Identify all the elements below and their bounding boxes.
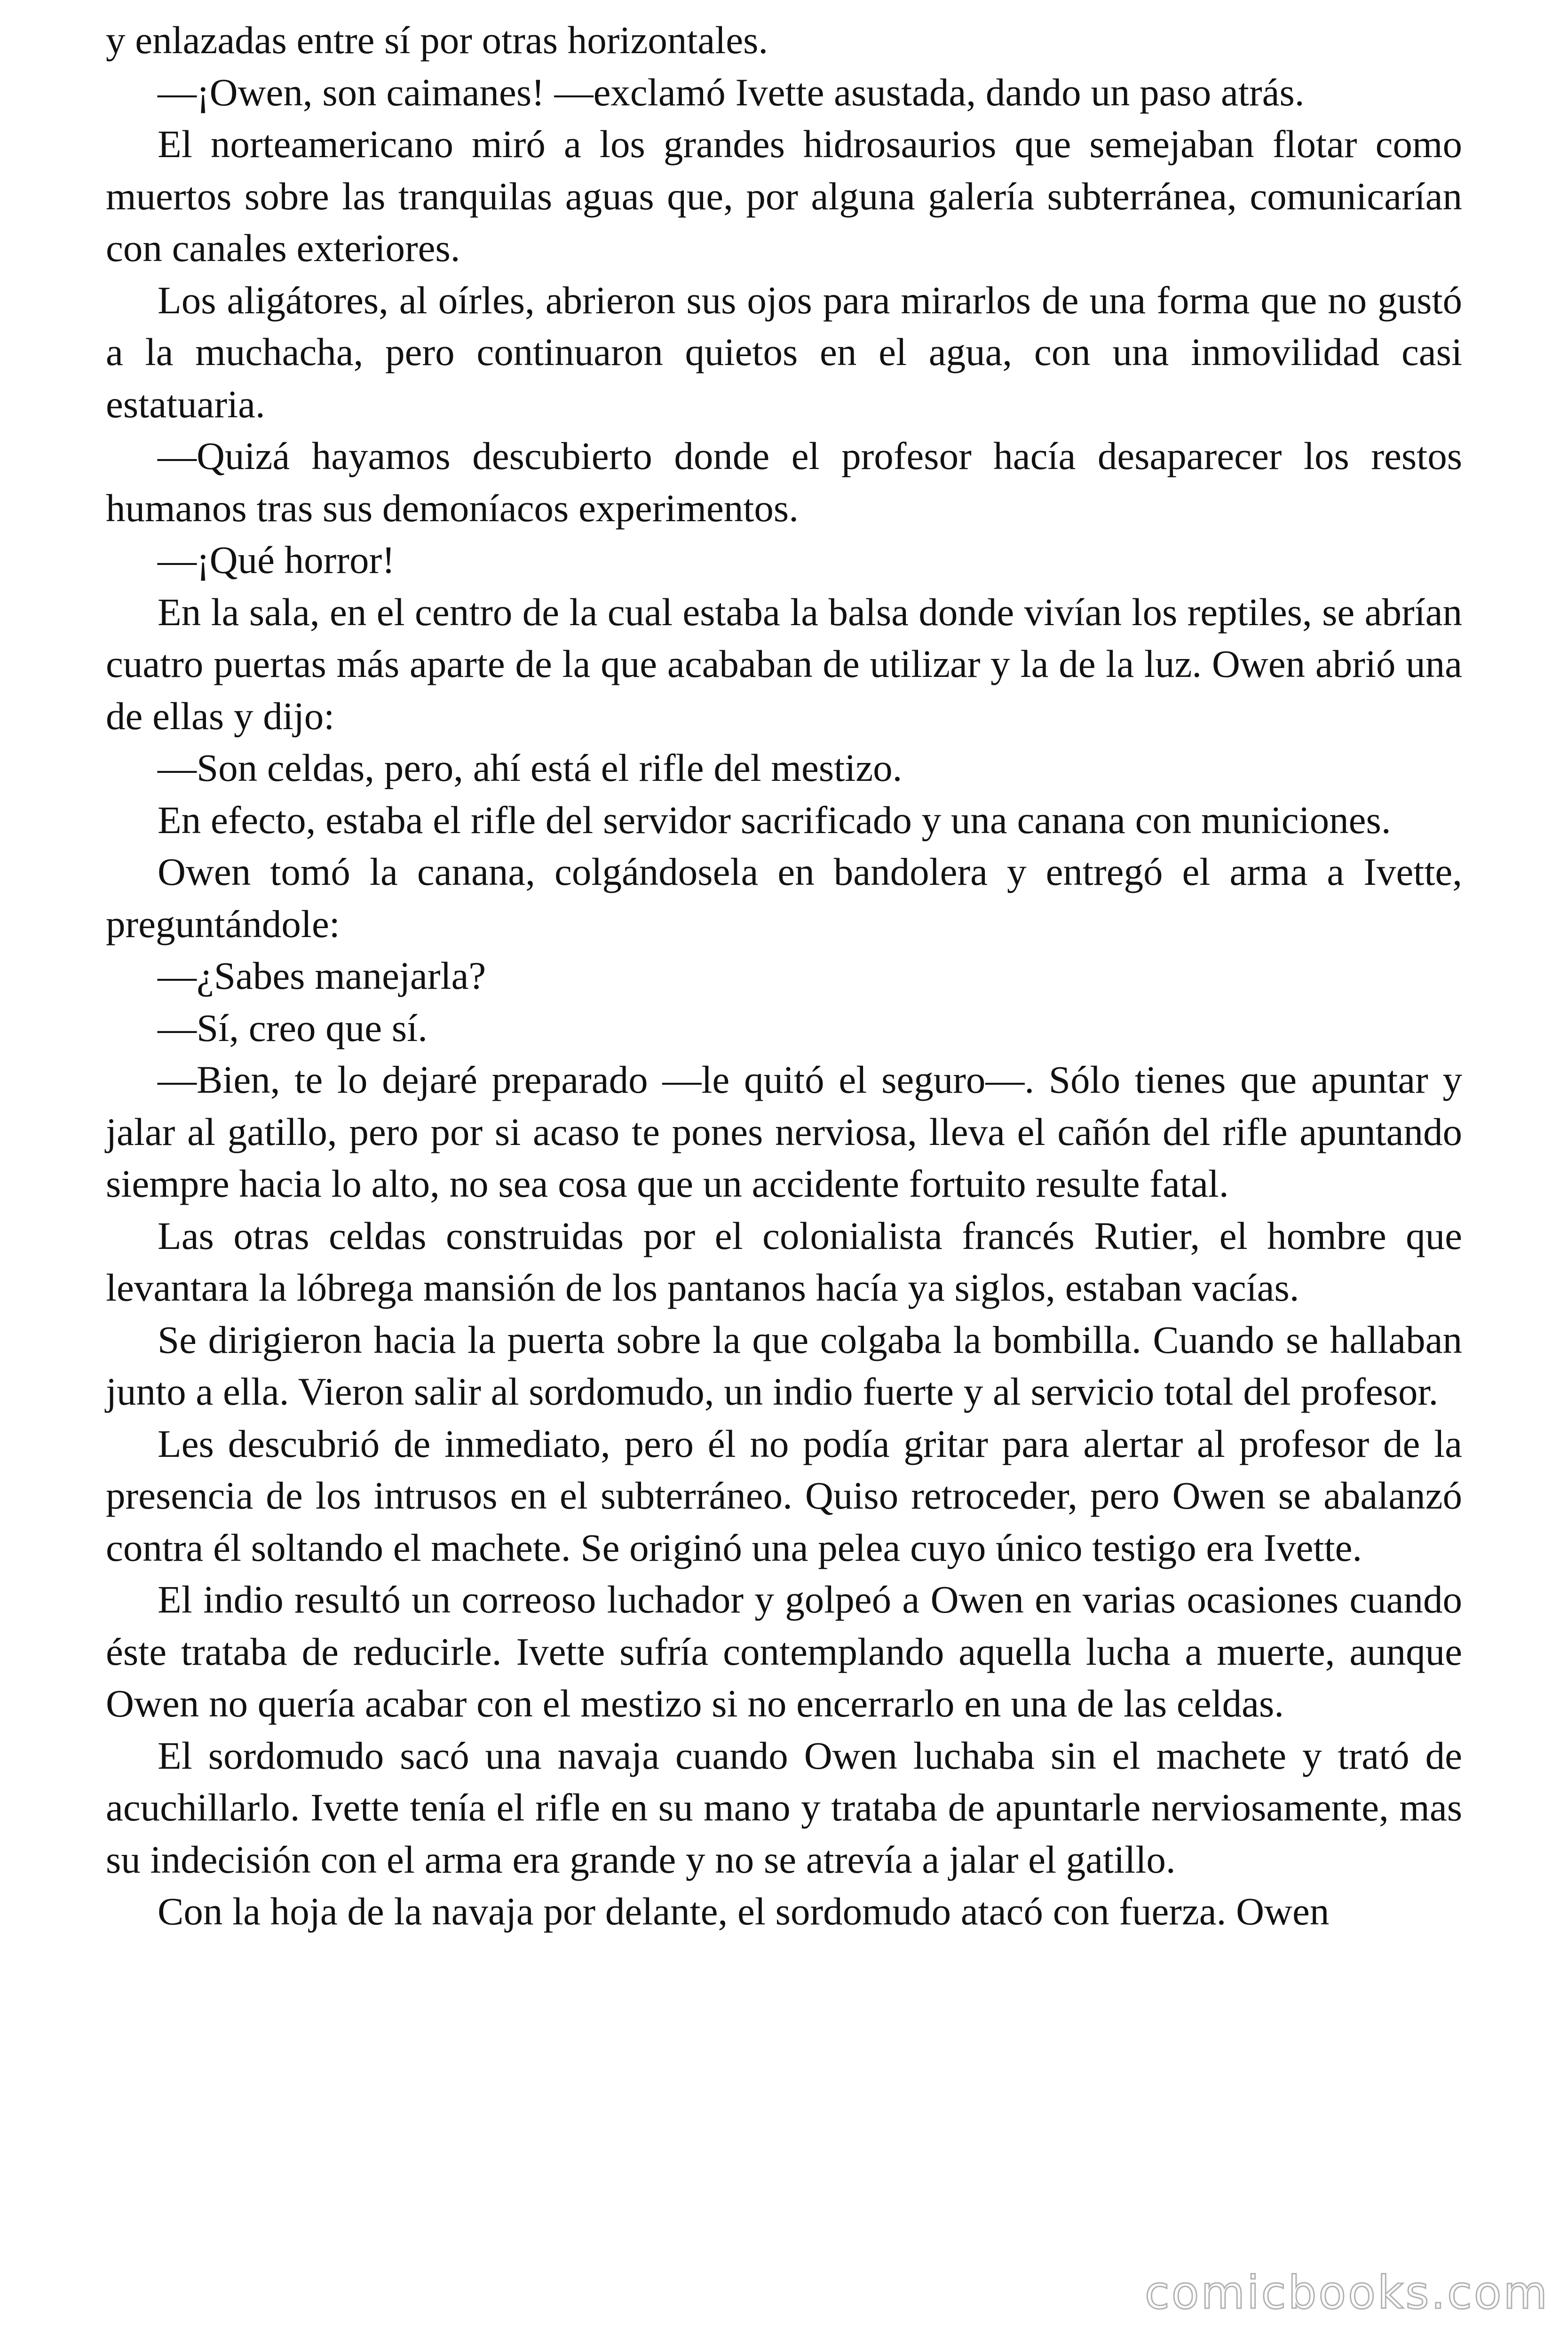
paragraph-11: —¿Sabes manejarla? <box>158 954 486 997</box>
paragraph-15: Se dirigieron hacia la puerta sobre la que colgaba la bombilla. Cuando se hallaban junto a ella. Vieron salir al sordomudo, un indio fuerte y al servicio total del profesor. <box>106 1318 1462 1413</box>
paragraph-16: Les descubrió de inmediato, pero él no podía gritar para alertar al profesor de la presencia de los intrusos en el subterráneo. Quiso retroceder, pero Owen se abalanzó contra él soltando el machete. Se originó una pelea cuyo único testigo era Ivette. <box>106 1422 1462 1569</box>
paragraph-14: Las otras celdas construidas por el colonialista francés Rutier, el hombre que levantara la lóbrega mansión de los pantanos hacía ya siglos, estaban vacías. <box>106 1214 1462 1309</box>
paragraph-2: —¡Owen, son caimanes! —exclamó Ivette asustada, dando un paso atrás. <box>158 70 1305 114</box>
paragraph-5: —Quizá hayamos descubierto donde el profesor hacía desaparecer los restos humanos tras sus demoníacos experimentos. <box>106 434 1462 530</box>
paragraph-8: —Son celdas, pero, ahí está el rifle del mestizo. <box>158 746 903 789</box>
paragraph-17: El indio resultó un correoso luchador y golpeó a Owen en varias ocasiones cuando éste trataba de reducirle. Ivette sufría contemplando aquella lucha a muerte, aunque Owen no quería acabar con el mestizo si no encerrarlo en una de las celdas. <box>106 1578 1462 1725</box>
paragraph-12: —Sí, creo que sí. <box>158 1006 428 1049</box>
paragraph-19: Con la hoja de la navaja por delante, el sordomudo atacó con fuerza. Owen <box>158 1890 1330 1933</box>
paragraph-1: y enlazadas entre sí por otras horizontales. <box>106 18 768 62</box>
paragraph-6: —¡Qué horror! <box>158 538 395 581</box>
paragraph-4: Los aligátores, al oírles, abrieron sus ojos para mirarlos de una forma que no gustó a la muchacha, pero continuaron quietos en el agua, con una inmovilidad casi estatuaria. <box>106 278 1462 426</box>
paragraph-18: El sordomudo sacó una navaja cuando Owen luchaba sin el machete y trató de acuchillarlo. Ivette tenía el rifle en su mano y trataba de apuntarle nerviosamente, mas su indecisión con el arma era grande y no se atrevía a jalar el gatillo. <box>106 1733 1462 1881</box>
paragraph-9: En efecto, estaba el rifle del servidor sacrificado y una canana con municiones. <box>158 798 1391 842</box>
paragraph-7: En la sala, en el centro de la cual estaba la balsa donde vivían los reptiles, se abrían cuatro puertas más aparte de la que acababan de utilizar y la de la luz. Owen abrió una de ellas y dijo: <box>106 590 1462 738</box>
paragraph-13: —Bien, te lo dejaré preparado —le quitó el seguro—. Sólo tienes que apuntar y jalar al gatillo, pero por si acaso te pones nerviosa, lleva el cañón del rifle apuntando siempre hacia lo alto, no sea cosa que un accidente fortuito resulte fatal. <box>106 1058 1462 1205</box>
paragraph-10: Owen tomó la canana, colgándosela en bandolera y entregó el arma a Ivette, preguntándole: <box>106 850 1462 946</box>
paragraph-3: El norteamericano miró a los grandes hidrosaurios que semejaban flotar como muertos sobre las tranquilas aguas que, por alguna galería subterránea, comunicarían con canales exteriores. <box>106 122 1462 270</box>
watermark: comicbooks.com <box>1144 2266 1549 2319</box>
book-page <box>106 14 1462 1938</box>
